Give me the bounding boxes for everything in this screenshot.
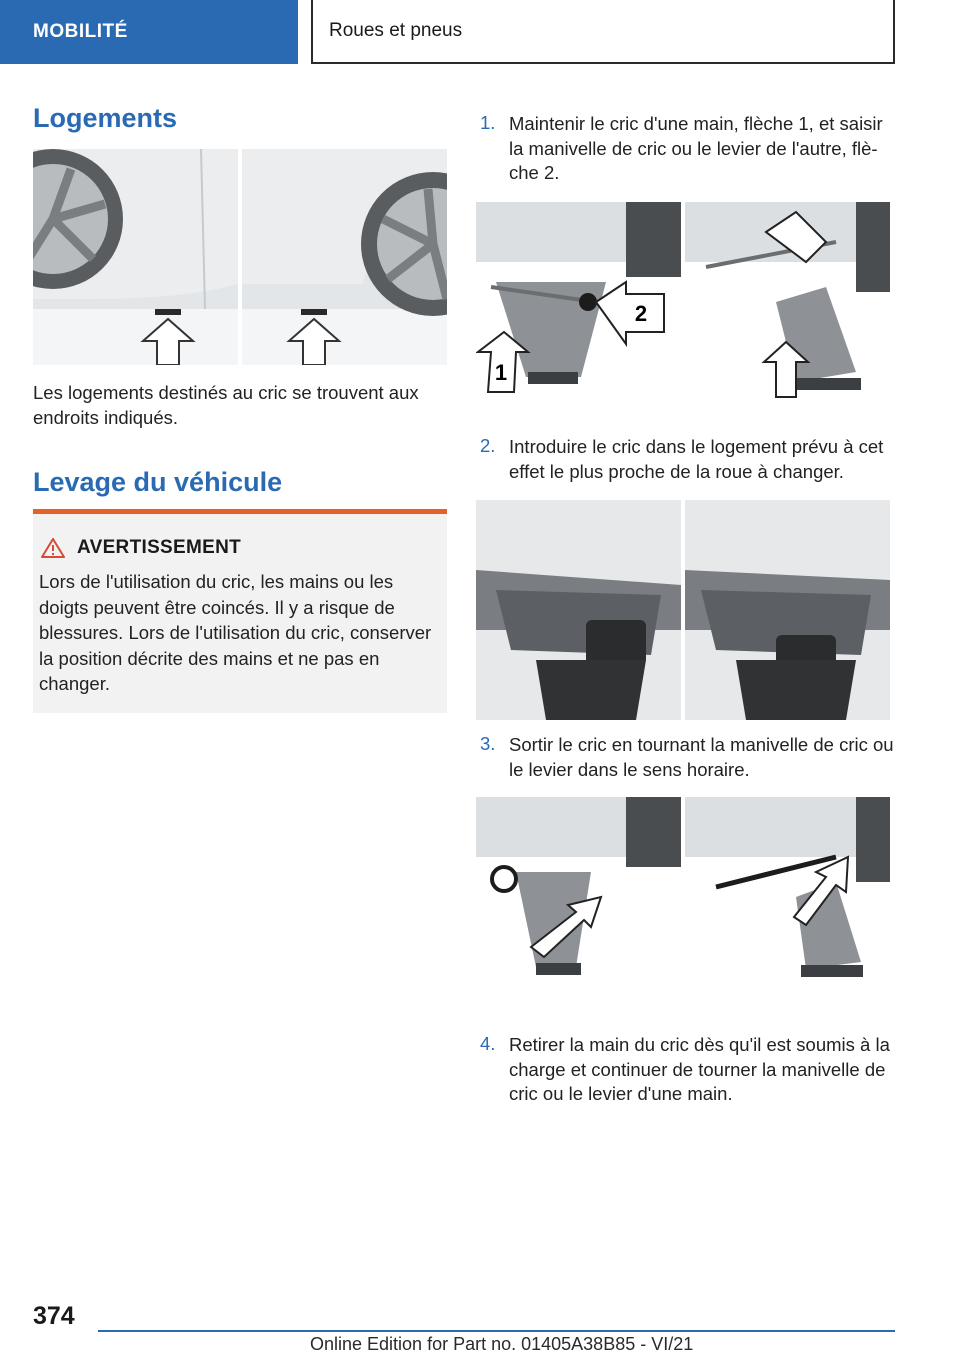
step-2-text: Introduire le cric dans le logement prévu à cet effet le plus proche de la roue à changer.: [509, 436, 884, 482]
section-tab: MOBILITÉ: [0, 0, 298, 64]
step-3-text: Sortir le cric en tournant la manivelle de cric ou le levier dans le sens horaire.: [509, 734, 894, 780]
logements-figure: [33, 149, 447, 365]
step-4-text: Retirer la main du cric dès qu'il est soumis à la charge et continuer de tourner la manivelle de cric ou le levier d'une main.: [509, 1034, 890, 1104]
warning-text: Lors de l'utilisation du cric, les mains ou les doigts peuvent être coincés. Il y a risque de blessures. Lors de l'utilisation du cric, conserver la position décrite des mains et ne pas en changer.: [39, 571, 432, 694]
step-4-number: 4.: [480, 1033, 496, 1054]
warning-icon: [41, 538, 65, 563]
footer-edition: Online Edition for Part no. 01405A38B85 - VI/21: [310, 1334, 694, 1354]
figure-label-arrow-1: 1: [494, 360, 508, 385]
levage-heading: Levage du véhicule: [33, 467, 283, 497]
logements-heading: Logements: [33, 103, 178, 133]
step-1-text: Maintenir le cric d'une main, flèche 1, et saisir la manivelle de cric ou le levier de l'autre, flè-che 2.: [509, 113, 883, 183]
step-2-number: 2.: [480, 435, 496, 456]
step-3-number: 3.: [480, 733, 496, 754]
warning-title: AVERTISSEMENT: [77, 537, 242, 558]
page-number: 374: [33, 1302, 75, 1330]
step-1-figure: [476, 202, 890, 398]
logements-caption: Les logements destinés au cric se trouvent aux endroits indiqués.: [33, 382, 419, 428]
step-3-figure: [476, 797, 890, 985]
figure-label-arrow-2: 2: [634, 301, 648, 326]
step-1-number: 1.: [480, 112, 496, 133]
chapter-title: Roues et pneus: [311, 0, 895, 64]
footer-divider: [98, 1330, 895, 1332]
step-2-figure: [476, 500, 890, 720]
